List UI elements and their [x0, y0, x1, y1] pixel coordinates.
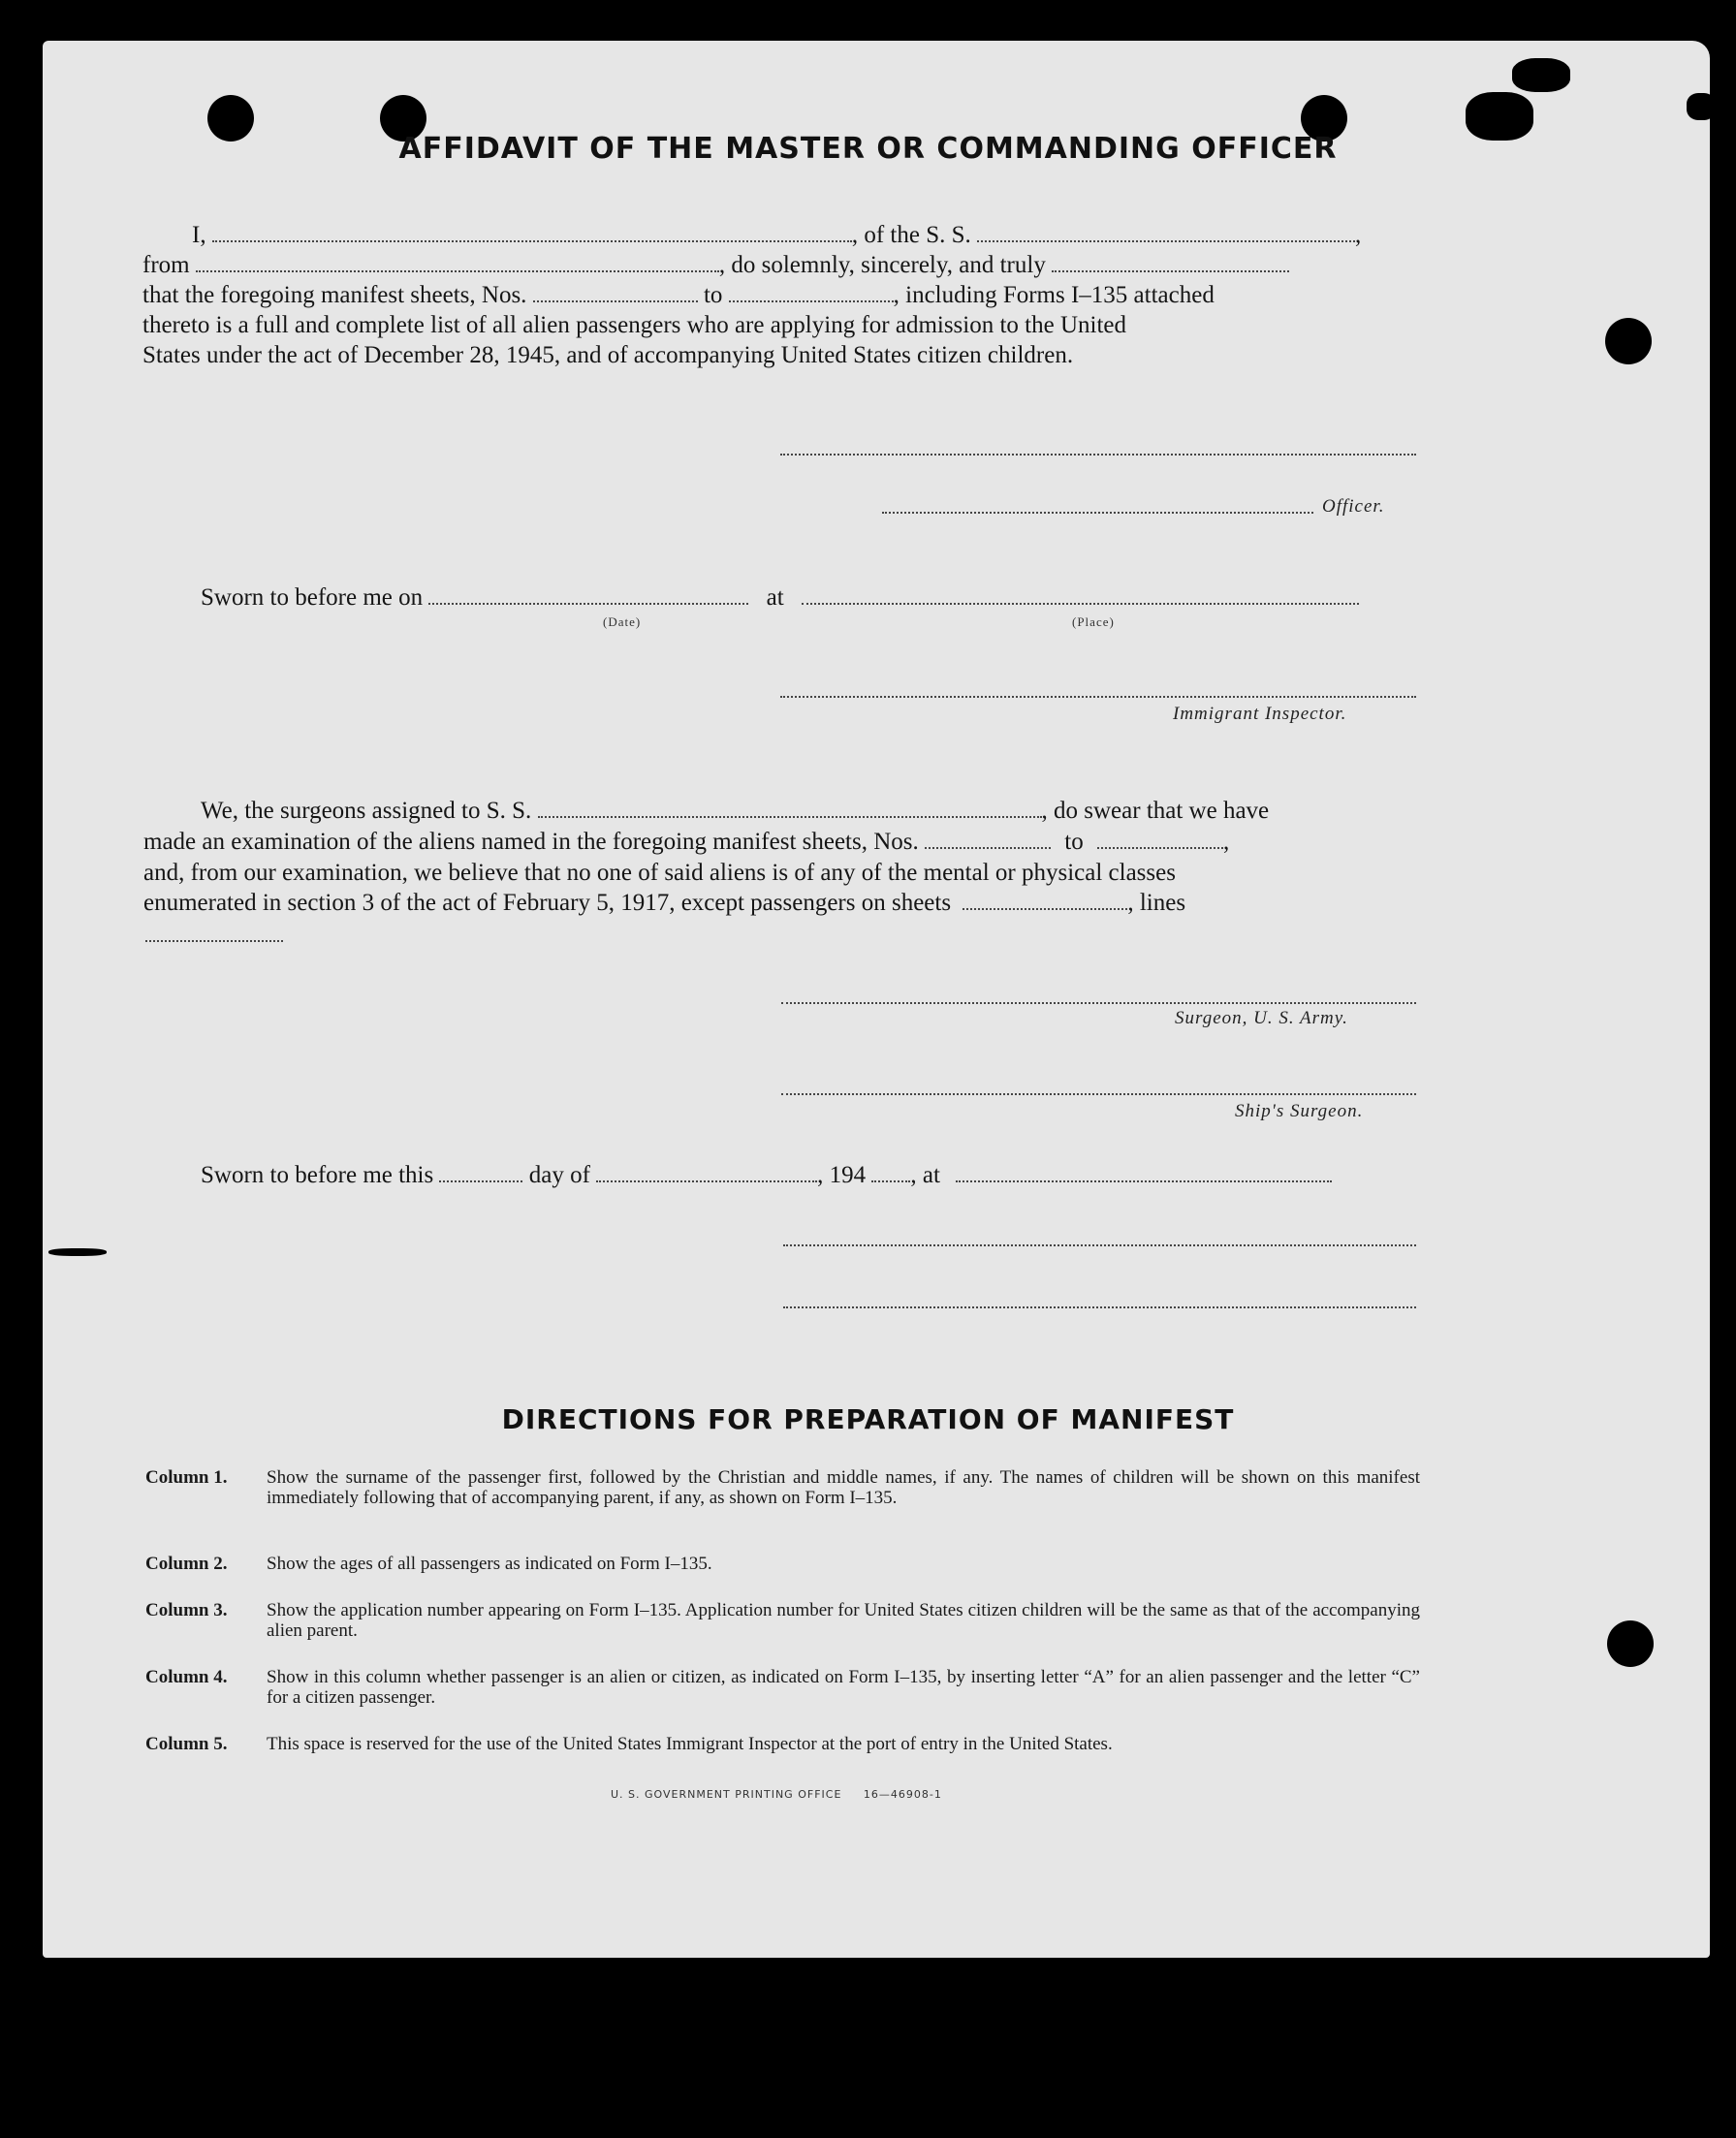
direction-column-label: Column 5.	[145, 1734, 228, 1754]
direction-text: This space is reserved for the use of the United States Immigrant Inspector at the port of entry in the United States.	[267, 1734, 1113, 1754]
inspector-label: Immigrant Inspector.	[1173, 704, 1347, 724]
direction-column-label: Column 3.	[145, 1600, 228, 1620]
sworn-date-field[interactable]	[428, 583, 748, 605]
punch-hole-icon	[1605, 318, 1652, 364]
oath-field[interactable]	[1052, 251, 1289, 272]
surgeons-text: We, the surgeons assigned to S. S.	[201, 798, 532, 824]
sworn-day-field[interactable]	[439, 1161, 522, 1182]
sheets-from-field[interactable]	[533, 281, 698, 302]
army-surgeon-signature-line[interactable]	[781, 1002, 1416, 1004]
sworn-text: , 194	[817, 1162, 867, 1188]
affidavit-text: I,	[192, 222, 206, 248]
affidavit-line-2	[142, 251, 1289, 280]
surgeons-text: made an examination of the aliens named in the foregoing manifest sheets, Nos.	[143, 829, 919, 855]
direction-column-label: Column 1.	[145, 1467, 228, 1488]
direction-item	[145, 1554, 1420, 1577]
punch-hole-icon	[1607, 1620, 1654, 1667]
surgeons-text: to	[1064, 829, 1084, 855]
sworn-signature-line-1[interactable]	[783, 1244, 1416, 1246]
surgeons-text: enumerated in section 3 of the act of February 5, 1917, except passengers on sheets	[143, 890, 952, 916]
except-sheets-field[interactable]	[963, 889, 1127, 910]
sworn-signature-line-2[interactable]	[783, 1306, 1416, 1308]
ship-surgeon-signature-line[interactable]	[781, 1093, 1416, 1095]
direction-text: Show the ages of all passengers as indicated on Form I–135.	[267, 1554, 712, 1574]
lines-field[interactable]	[145, 940, 283, 942]
affidavit-line-5: States under the act of December 28, 1945, and of accompanying United States citizen children.	[142, 342, 1074, 368]
sworn-location-field[interactable]	[956, 1161, 1332, 1182]
sworn-text: Sworn to before me this	[201, 1162, 434, 1188]
sworn-month-field[interactable]	[596, 1161, 817, 1182]
ship-surgeon-label: Ship's Surgeon.	[1235, 1101, 1364, 1121]
surgeons-text: ,	[1222, 829, 1230, 855]
surgeons-text: , lines	[1127, 890, 1186, 916]
affidavit-text: , do solemnly, sincerely, and truly	[718, 252, 1046, 278]
surgeons-line-2	[143, 828, 1229, 857]
affidavit-title: AFFIDAVIT OF THE MASTER OR COMMANDING OFFICER	[398, 132, 1338, 166]
officer-label: Officer.	[1322, 496, 1385, 517]
ink-blot-icon	[1687, 93, 1716, 120]
from-port-field[interactable]	[196, 251, 719, 272]
surgeons-line-4	[143, 889, 1185, 918]
place-caption: (Place)	[1072, 614, 1115, 629]
surgeons-text: , do swear that we have	[1041, 798, 1270, 824]
sworn-text: day of	[528, 1162, 590, 1188]
affidavit-text: that the foregoing manifest sheets, Nos.	[142, 282, 527, 308]
affidavit-line-3	[142, 281, 1215, 310]
inspector-signature-line[interactable]	[780, 696, 1416, 698]
sworn-text: at	[766, 584, 784, 611]
direction-text: Show in this column whether passenger is an alien or citizen, as indicated on Form I–135, by inserting letter “A” for an alien passenger and the letter “C” for a citizen passenger.	[267, 1667, 1420, 1708]
surgeons-line-3: and, from our examination, we believe that no one of said aliens is of any of the mental or physical classes	[143, 860, 1176, 886]
sworn-line-2	[201, 1161, 1332, 1190]
printing-office-footer: U. S. GOVERNMENT PRINTING OFFICE 16—46908-1	[611, 1788, 942, 1801]
surgeon-vessel-field[interactable]	[538, 797, 1042, 818]
direction-item	[145, 1600, 1420, 1643]
surgeon-sheets-to-field[interactable]	[1097, 828, 1223, 849]
direction-item	[145, 1734, 1420, 1776]
direction-text: Show the surname of the passenger first, followed by the Christian and middle names, if any. The names of children will be shown on this manifest immediately following that of accompanying parent, if any, as shown on Form I–135.	[267, 1467, 1420, 1508]
sworn-text: , at	[910, 1162, 940, 1188]
affidavit-line-1	[192, 221, 1361, 250]
name-field[interactable]	[212, 221, 852, 242]
officer-signature-line[interactable]	[780, 454, 1416, 456]
direction-column-label: Column 2.	[145, 1554, 228, 1574]
affidavit-text: , of the S. S.	[851, 222, 971, 248]
direction-item	[145, 1467, 1420, 1531]
affidavit-line-4: thereto is a full and complete list of all alien passengers who are applying for admission to the United	[142, 312, 1127, 338]
direction-text: Show the application number appearing on Form I–135. Application number for United States citizen children will be the same as that of the accompanying alien parent.	[267, 1600, 1420, 1641]
officer-name-line[interactable]	[882, 512, 1313, 514]
directions-title: DIRECTIONS FOR PREPARATION OF MANIFEST	[501, 1403, 1235, 1435]
direction-column-label: Column 4.	[145, 1667, 228, 1687]
army-surgeon-label: Surgeon, U. S. Army.	[1175, 1008, 1348, 1028]
ink-blot-icon	[1512, 58, 1570, 92]
sheets-to-field[interactable]	[729, 281, 894, 302]
affidavit-text: from	[142, 252, 190, 278]
sworn-place-field[interactable]	[802, 583, 1359, 605]
affidavit-text: ,	[1355, 222, 1362, 248]
surgeons-line-1	[201, 797, 1269, 826]
surgeon-sheets-from-field[interactable]	[925, 828, 1051, 849]
affidavit-text: to	[703, 282, 723, 308]
affidavit-text: , including Forms I–135 attached	[893, 282, 1215, 308]
ink-blot-icon	[48, 1248, 107, 1256]
direction-item	[145, 1667, 1420, 1710]
date-caption: (Date)	[603, 614, 642, 629]
sworn-year-field[interactable]	[871, 1161, 910, 1182]
sworn-line-1	[201, 583, 1359, 613]
sworn-text: Sworn to before me on	[201, 584, 424, 611]
vessel-field[interactable]	[977, 221, 1355, 242]
